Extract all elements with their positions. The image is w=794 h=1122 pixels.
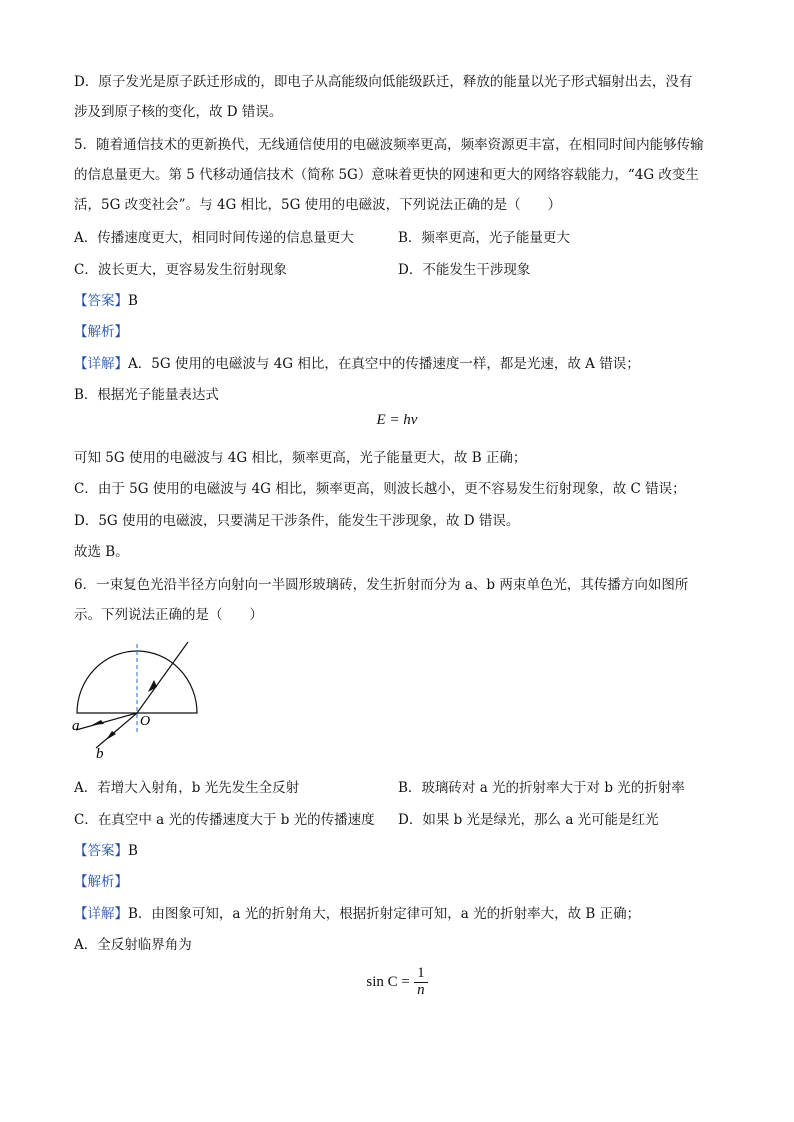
q5-detail-b-conclusion: 可知 5G 使用的电磁波与 4G 相比，频率更高，光子能量更大，故 B 正确； — [74, 450, 527, 466]
q6-stem-line1: 6．一束复色光沿半径方向射向一半圆形玻璃砖，发生折射而分为 a、b 两束单色光，其传播方向如图所 — [74, 577, 689, 593]
q6-option-a: A．若增大入射角，b 光先发生全反射 — [74, 780, 300, 796]
formula-left: sin C = — [366, 973, 410, 990]
q5-stem-line3: 活，5G 改变社会”。与 4G 相比，5G 使用的电磁波，下列说法正确的是（ ） — [74, 197, 562, 213]
formula-denominator: n — [417, 981, 425, 998]
q5-option-d: D．不能发生干涉现象 — [398, 262, 531, 278]
q6-answer-label: 【答案】 — [74, 843, 128, 859]
q5-answer — [74, 289, 138, 309]
q6-detail-a-intro: A．全反射临界角为 — [74, 937, 192, 953]
label-a: a — [72, 718, 80, 734]
q6-stem-line2: 示。下列说法正确的是（ ） — [74, 607, 263, 623]
q5-detail-a — [74, 352, 640, 372]
ray-a-arrow-icon — [92, 720, 104, 725]
q5-detail-d: D．5G 使用的电磁波，只要满足干涉条件，能发生干涉现象，故 D 错误。 — [74, 513, 520, 529]
formula-numerator: 1 — [414, 966, 428, 983]
q6-detail-b-text: B．由图象可知，a 光的折射角大，根据折射定律可知，a 光的折射率大，故 B 正确； — [128, 906, 641, 922]
label-o: O — [140, 714, 151, 729]
incident-arrow-icon — [148, 680, 157, 692]
label-b: b — [96, 746, 104, 762]
q5-detail-b-intro: B．根据光子能量表达式 — [74, 387, 219, 403]
q6-option-c: C．在真空中 a 光的传播速度大于 b 光的传播速度 — [74, 812, 375, 828]
q6-answer-value: B — [128, 843, 138, 859]
q5-analysis-label: 【解析】 — [74, 324, 128, 340]
q5-option-b: B．频率更高，光子能量更大 — [398, 230, 570, 246]
q6-detail-label: 【详解】 — [74, 906, 128, 922]
q6-analysis — [74, 870, 128, 890]
q6-option-b: B．玻璃砖对 a 光的折射率大于对 b 光的折射率 — [398, 780, 685, 796]
q5-answer-value: B — [128, 293, 138, 309]
prev-option-d-line1: D．原子发光是原子跃迁形成的，即电子从高能级向低能级跃迁，释放的能量以光子形式辐射出去，没有 — [74, 74, 693, 90]
prev-option-d-line2: 涉及到原子核的变化，故 D 错误。 — [74, 104, 283, 120]
q5-analysis — [74, 320, 128, 340]
q6-detail-b — [74, 902, 640, 922]
q5-choose: 故选 B。 — [74, 544, 129, 560]
q6-option-d: D．如果 b 光是绿光，那么 a 光可能是红光 — [398, 812, 659, 828]
q5-option-c: C．波长更大，更容易发生衍射现象 — [74, 262, 287, 278]
q6-formula-critical-angle — [0, 966, 794, 999]
q5-detail-label: 【详解】 — [74, 356, 128, 372]
q5-detail-c: C．由于 5G 使用的电磁波与 4G 相比，频率更高，则波长越小，更不容易发生衍射现象，故 C 错误； — [74, 481, 686, 497]
q6-answer — [74, 839, 138, 859]
q5-stem-line2: 的信息量更大。第 5 代移动通信技术（简称 5G）意味着更快的网速和更大的网络容载能力，“4G 改变生 — [74, 167, 699, 183]
formula-fraction — [414, 966, 428, 999]
incident-ray — [137, 642, 188, 713]
q6-semicircle-figure — [64, 634, 214, 762]
q6-analysis-label: 【解析】 — [74, 874, 128, 890]
q5-option-a: A．传播速度更大，相同时间传递的信息量更大 — [74, 230, 354, 246]
q5-detail-a-text: A．5G 使用的电磁波与 4G 相比，在真空中的传播速度一样，都是光速，故 A 错误； — [128, 356, 640, 372]
q5-stem-line1: 5．随着通信技术的更新换代，无线通信使用的电磁波频率更高，频率资源更丰富，在相同时间内能够传输 — [74, 137, 704, 153]
q5-formula-energy: E = hν — [376, 412, 418, 428]
q5-answer-label: 【答案】 — [74, 293, 128, 309]
